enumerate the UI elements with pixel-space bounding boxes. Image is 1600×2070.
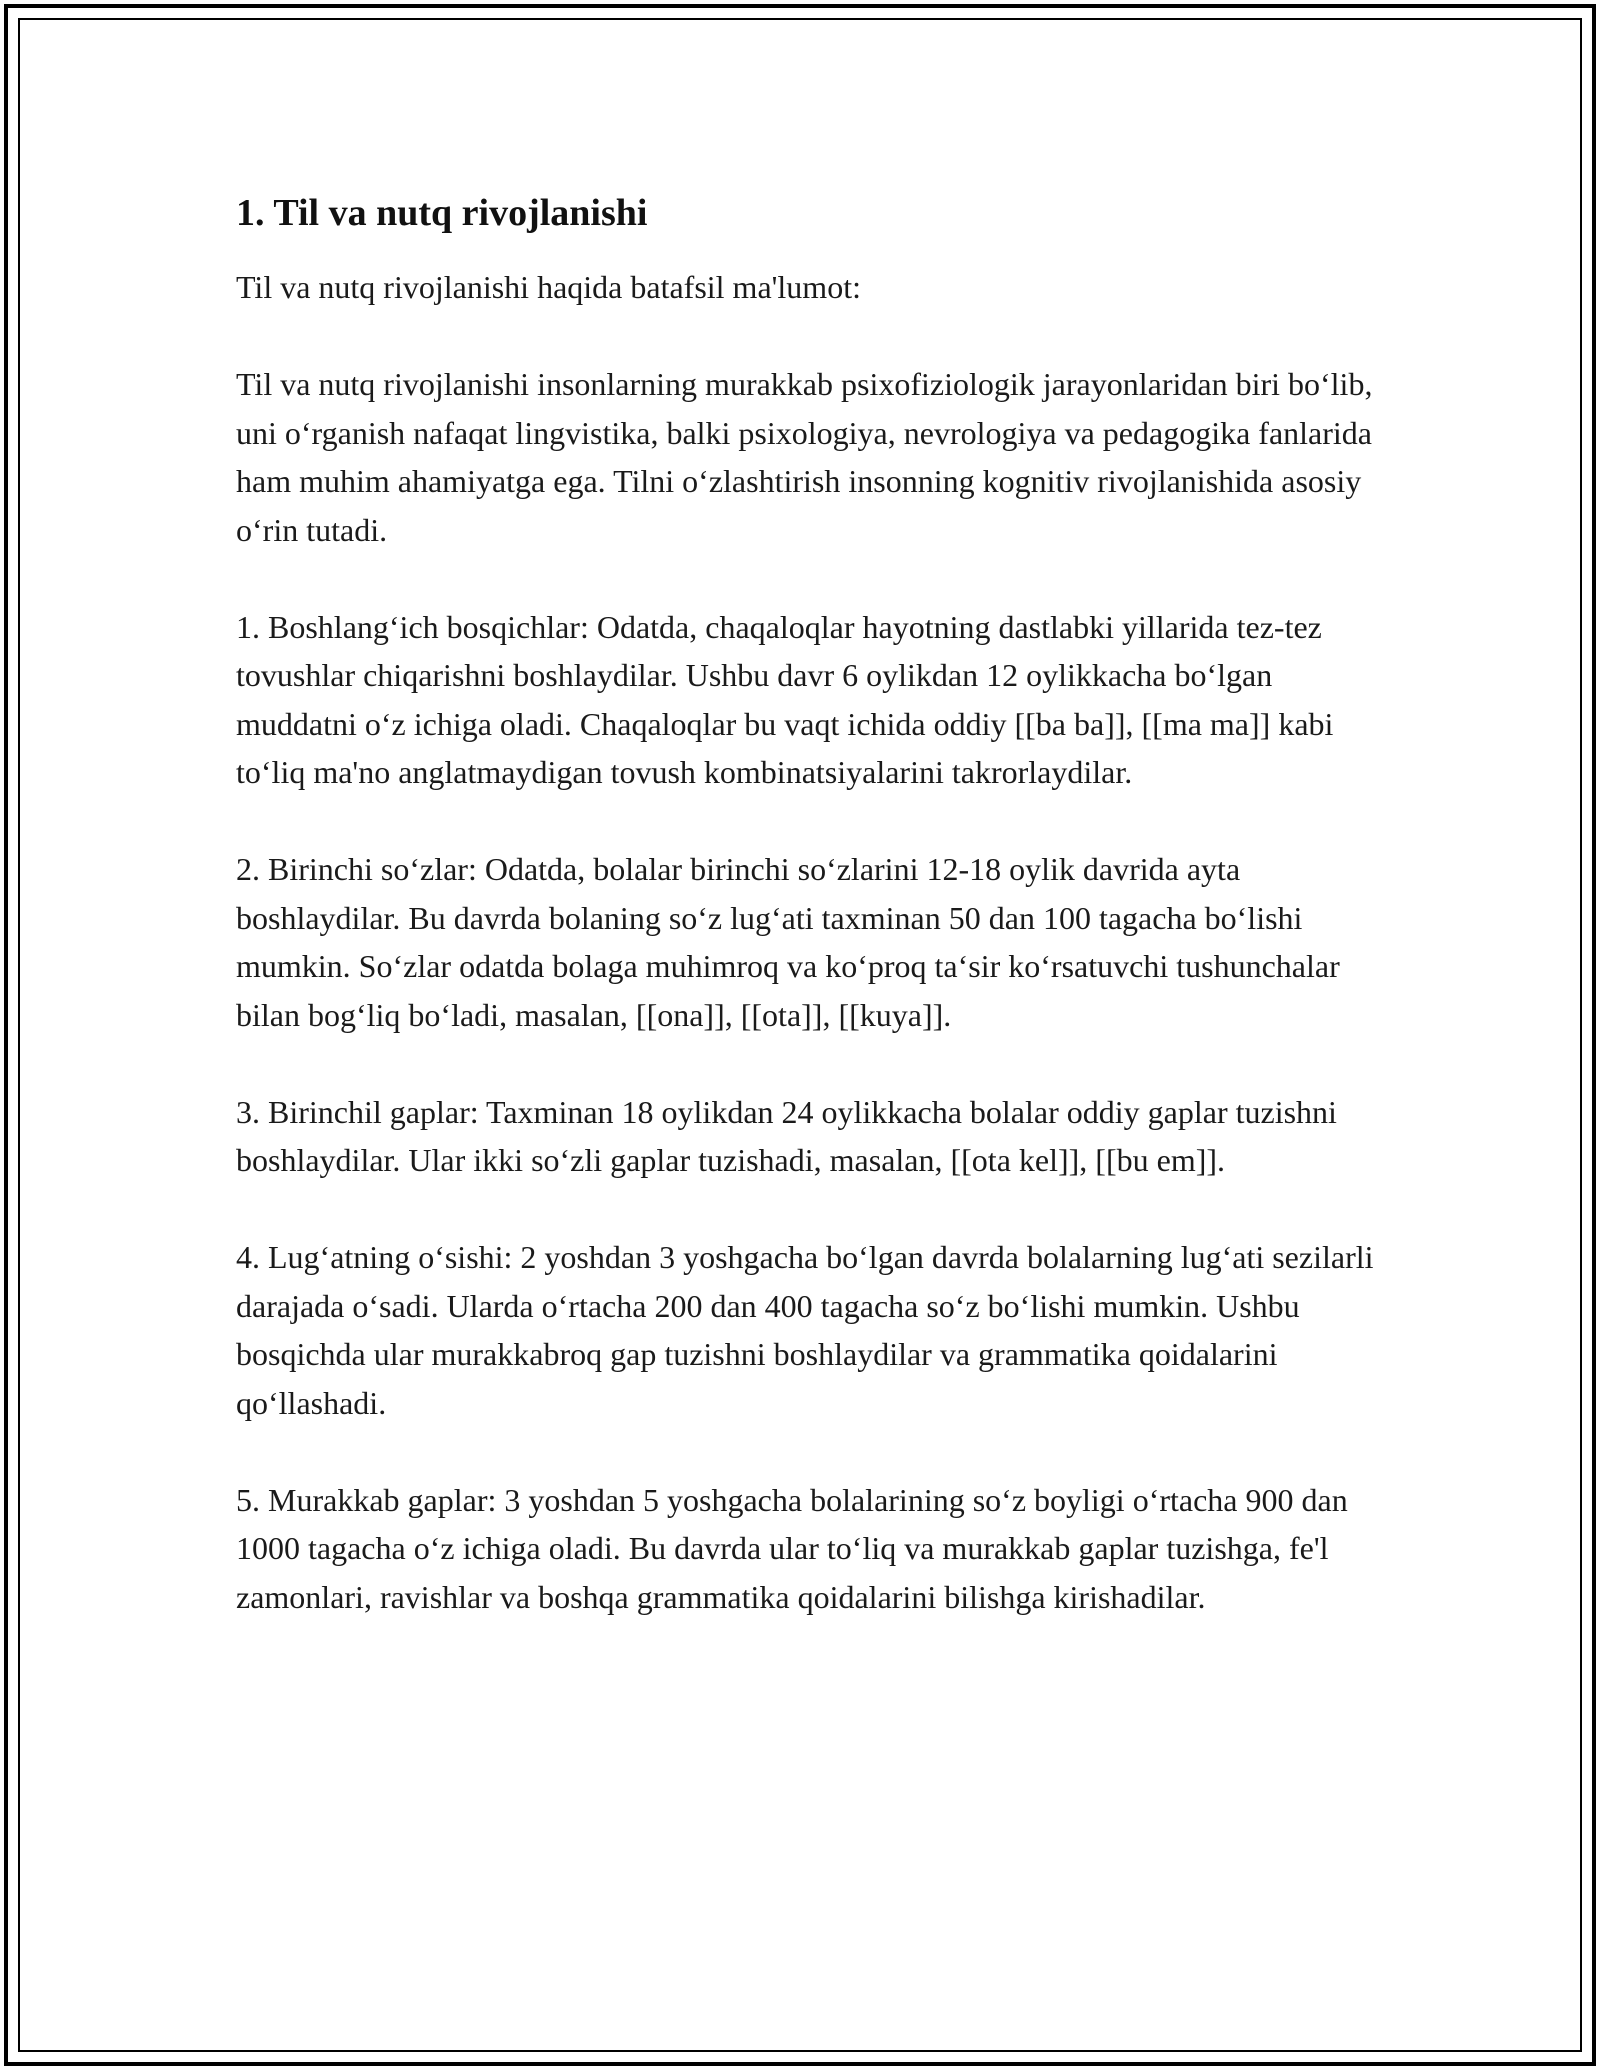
stage-paragraph-4: 4. Lug‘atning o‘sishi: 2 yoshdan 3 yoshgacha bo‘lgan davrda bolalarning lug‘ati sezilarli darajada o‘sadi. Ularda o‘rtacha 200 dan 400 tagacha so‘z bo‘lishi mumkin. Ushbu bosqichda ular murakkabroq gap tuzishni boshlaydilar va grammatika qoidalarini qo‘llashadi. [236,1239,1374,1421]
overview-paragraph: Til va nutq rivojlanishi insonlarning murakkab psixofiziologik jarayonlaridan biri bo‘lib, uni o‘rganish nafaqat lingvistika, balki psixologiya, nevrologiya va pedagogika fanlarida ham muhim ahamiyatga ega. Tilni o‘zlashtirish insonning kognitiv rivojlanishida asosiy o‘rin tutadi. [236,366,1373,548]
intro-paragraph: Til va nutq rivojlanishi haqida batafsil ma'lumot: [236,269,861,305]
stage-paragraph-3: 3. Birinchil gaplar: Taxminan 18 oylikdan 24 oylikkacha bolalar oddiy gaplar tuzishni boshlaydilar. Ular ikki so‘zli gaplar tuzishadi, masalan, [[ota kel]], [[bu em]]. [236,1093,1337,1178]
stage-paragraph-1: 1. Boshlang‘ich bosqichlar: Odatda, chaqaloqlar hayotning dastlabki yillarida tez-tez tovushlar chiqarishni boshlaydilar. Ushbu davr 6 oylikdan 12 oylikkacha bo‘lgan muddatni o‘z ichiga oladi. Chaqaloqlar bu vaqt ichida oddiy [[ba ba]], [[ma ma]] kabi to‘liq ma'no anglatmaydigan tovush kombinatsiyalarini takrorlaydilar. [236,608,1334,790]
document-body [236,185,1386,1621]
stage-paragraph-5: 5. Murakkab gaplar: 3 yoshdan 5 yoshgacha bolalarining so‘z boyligi o‘rtacha 900 dan 1000 tagacha o‘z ichiga oladi. Bu davrda ular to‘liq va murakkab gaplar tuzishga, fe'l zamonlari, ravishlar va boshqa grammatika qoidalarini bilishga kirishadilar. [236,1481,1348,1615]
stage-paragraph-2: 2. Birinchi so‘zlar: Odatda, bolalar birinchi so‘zlarini 12-18 oylik davrida ayta boshlaydilar. Bu davrda bolaning so‘z lug‘ati taxminan 50 dan 100 tagacha bo‘lishi mumkin. So‘zlar odatda bolaga muhimroq va ko‘proq ta‘sir ko‘rsatuvchi tushunchalar bilan bog‘liq bo‘ladi, masalan, [[ona]], [[ota]], [[kuya]]. [236,851,1340,1033]
section-heading: 1. Til va nutq rivojlanishi [236,192,648,234]
